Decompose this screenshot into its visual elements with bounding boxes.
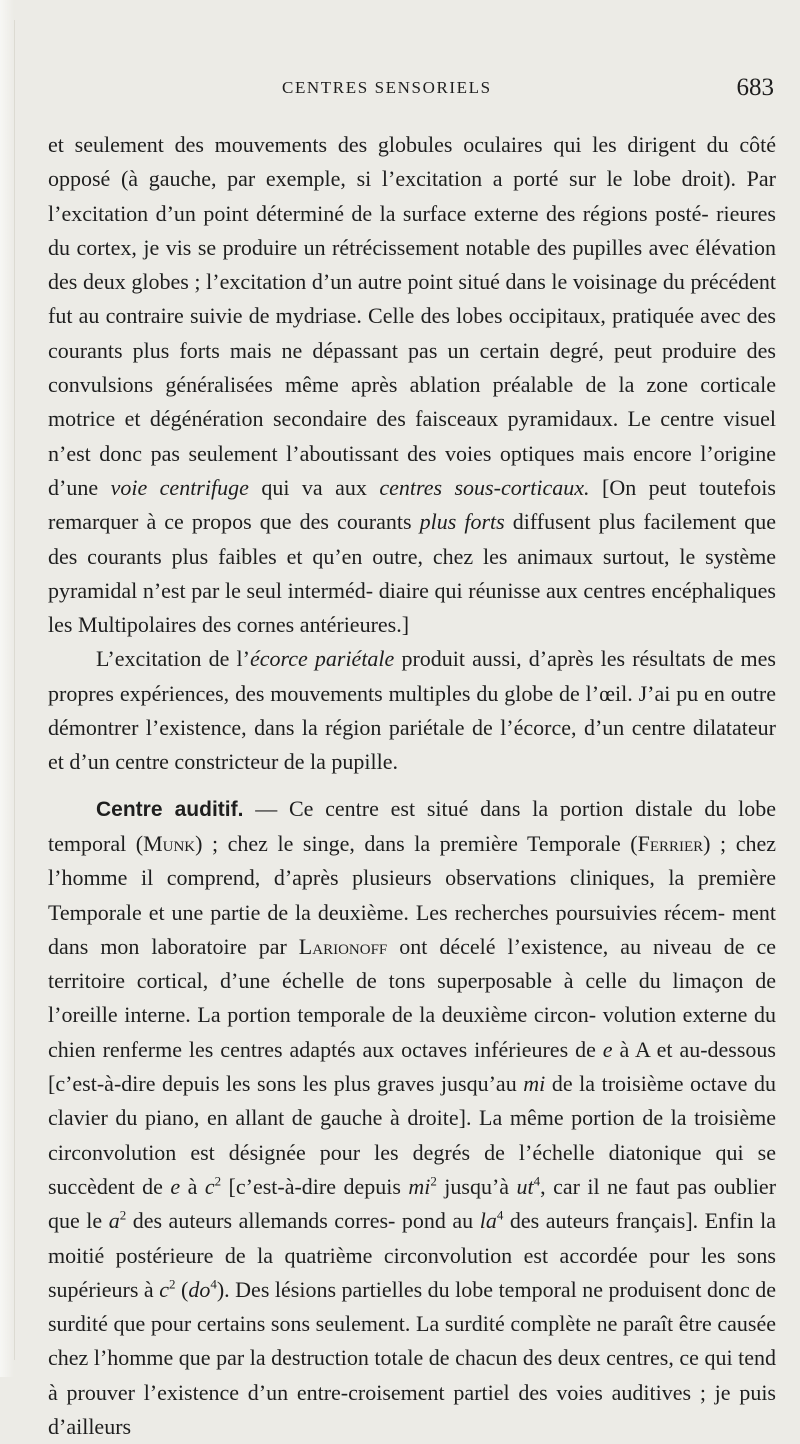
italic-term: a (108, 1208, 120, 1234)
superscript: 4 (210, 1276, 217, 1292)
text-run: des auteurs allemands corres- pond au (126, 1208, 480, 1234)
running-head (0, 74, 800, 104)
text-run: ). Des lésions partielles du lobe temporal ne produisent donc de surdité que pour certains sons seulement. La surdité complète ne paraît être causée chez l’homme que par la destruction totale de chacun des deux centres, ce qui tend à prouver l’existence d’un entre-croisement partiel des voies auditives ; je puis d’ailleurs (48, 1276, 776, 1439)
italic-term: e (170, 1173, 181, 1199)
italic-term: plus forts (419, 509, 505, 535)
italic-term: mi (408, 1173, 431, 1199)
section-heading: Centre auditif. (96, 797, 244, 821)
text-run: ( (175, 1276, 189, 1302)
text-run: à A et au-dessous [c’est-à-dire depuis les sons les plus graves jusqu’au (48, 1036, 776, 1097)
running-title: CENTRES SENSORIELS (282, 78, 492, 97)
italic-term: mi (523, 1071, 546, 1097)
body-text (48, 128, 776, 1444)
text-run: des auteurs français]. Enfin la moitié postérieure de la quatrième circonvolution est accordée pour les sons supérieurs à (48, 1208, 776, 1302)
text-run: de la troisième octave du clavier du piano, en allant de gauche à droite]. La même portion de la troisième circonvolution est désignée pour les degrés de l’échelle diatonique qui se succèdent de (48, 1071, 776, 1199)
text-run: qui va aux (248, 474, 380, 500)
superscript: 4 (496, 1207, 504, 1223)
italic-term: la (479, 1208, 497, 1234)
italic-term: ut (516, 1173, 534, 1199)
superscript: 2 (430, 1173, 437, 1189)
italic-term: écorce pariétale (249, 646, 395, 672)
text-run: produit aussi, d’après les résultats de mes propres expériences, des mouvements multiples du globe de l’œil. J’ai pu en outre démontrer l’existence, dans la région pariétale de l’écorce, d’un centre dilatateur et d’un centre constricteur de la pupille. (48, 646, 776, 775)
italic-term: voie centrifuge (110, 474, 249, 500)
superscript: 4 (533, 1173, 541, 1189)
binding-edge (0, 0, 14, 1377)
text-run: ) ; chez le singe, dans la première Temporale ( (195, 830, 638, 856)
text-run: ont décelé l’existence, au niveau de ce territoire cortical, d’une échelle de tons superposable à celle du limaçon de l’oreille interne. La portion temporale de la deuxième circon- volution externe du chien renferme les centres adaptés aux octaves inférieures de (48, 933, 776, 1062)
text-run: L’excitation de l’ (96, 646, 250, 672)
text-run: ) ; chez l’homme il comprend, d’après plusieurs observations cliniques, la première Temporale et une partie de la deuxième. Les recherches poursuivies récem- ment dans mon laboratoire par (48, 830, 776, 959)
paragraph-auditory (48, 792, 776, 1444)
text-run: [On peut toutefois remarquer à ce propos que des courants (48, 474, 776, 535)
text-run: jusqu’à (436, 1173, 517, 1199)
text-run: et seulement des mouvements des globules oculaires qui les dirigent du côté opposé (à gauche, par exemple, si l’excitation a porté sur le lobe droit). Par l’excitation d’un point déterminé de la surface externe des régions posté- rieures du cortex, je vis se produire un rétrécissement notable des pupilles avec élévation des deux globes ; l’excitation d’un autre point situé dans le voisinage du précédent fut au contraire suivie de mydriase. Celle des lobes occipitaux, pratiquée avec des courants plus forts mais ne dépassant pas un certain degré, peut produire des convulsions généralisées même après ablation préalable de la zone corticale motrice et dégénération secondaire des faisceaux pyramidaux. Le centre visuel n’est donc pas seulement l’aboutissant des voies optiques mais encore l’origine d’une (48, 132, 776, 500)
text-run: [c’est-à-dire depuis (221, 1173, 409, 1199)
italic-term: c (159, 1276, 169, 1302)
author-name: Larionoff (298, 933, 388, 959)
text-run: , car il ne faut pas oublier que le (48, 1173, 777, 1234)
italic-term: c (204, 1173, 215, 1199)
page-number: 683 (736, 74, 774, 101)
binding-shadow (14, 20, 15, 1360)
superscript: 2 (214, 1173, 222, 1189)
text-run: — Ce centre est situé dans la portion distale du lobe temporal ( (48, 795, 776, 856)
superscript: 2 (168, 1276, 176, 1292)
paragraph-parietal (48, 642, 776, 779)
author-name: Munk (143, 830, 196, 856)
text-run: à (180, 1173, 205, 1199)
paragraph-continued (48, 128, 776, 642)
italic-term: centres sous-corticaux. (379, 474, 590, 500)
italic-term: do (188, 1276, 211, 1302)
text-run: diffusent plus facilement que des courants plus faibles et qu’en outre, chez les animaux surtout, le système pyramidal n’est par le seul interméd- diaire qui réunisse aux centres encéphaliques les Multipolaires des cornes antérieures.] (48, 509, 777, 638)
superscript: 2 (119, 1207, 127, 1223)
italic-term: e (602, 1036, 613, 1062)
author-name: Ferrier (637, 830, 704, 856)
